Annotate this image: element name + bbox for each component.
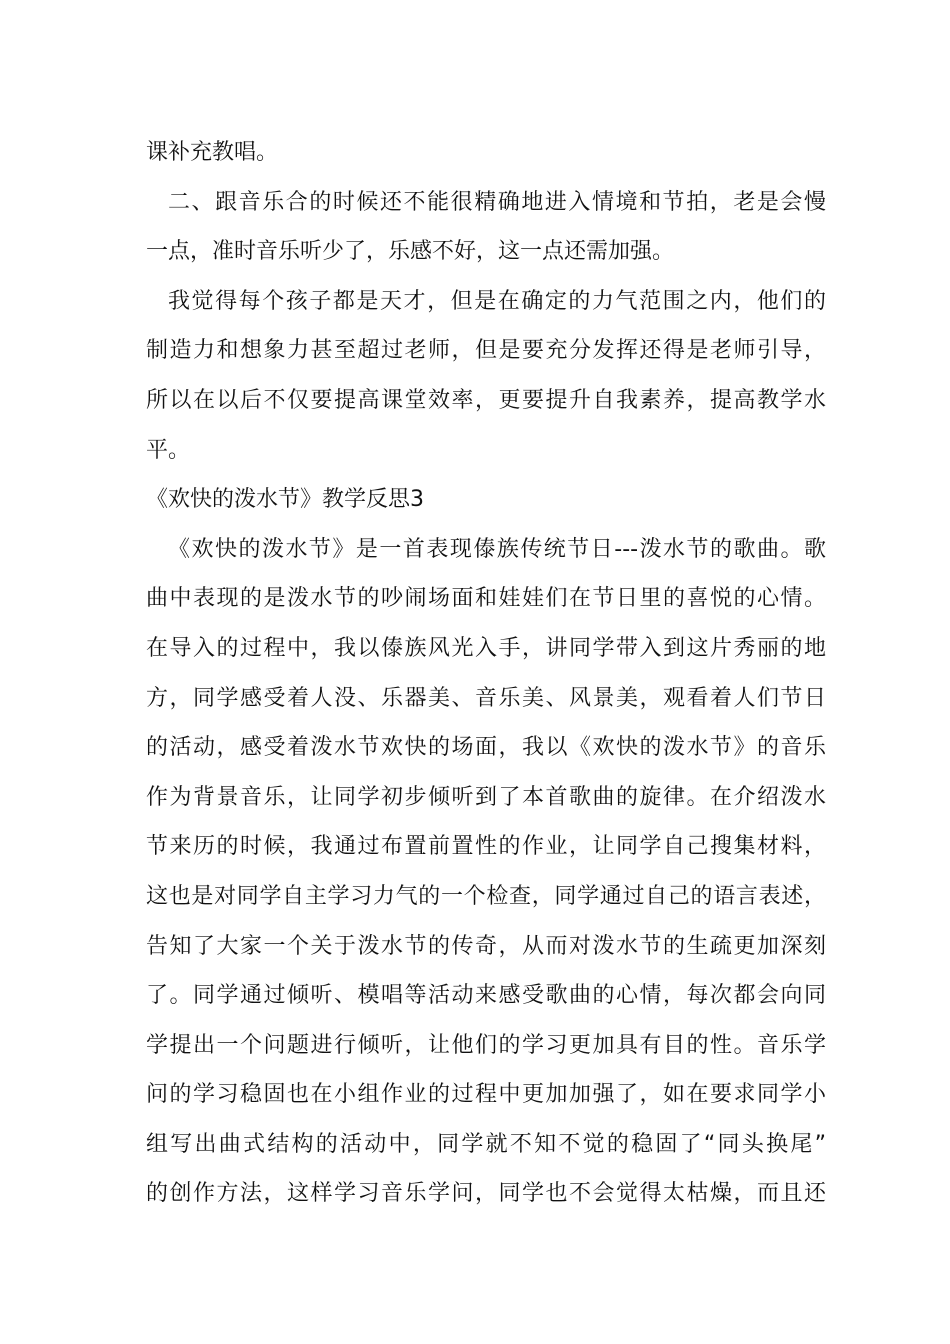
text-line: 二、跟音乐合的时候还不能很精确地进入情境和节拍，老是会慢 [168,189,826,215]
text-line: 《欢快的泼水节》教学反思3 [146,487,424,513]
text-line: 一点，准时音乐听少了，乐感不好，这一点还需加强。 [146,239,675,265]
text-line: 告知了大家一个关于泼水节的传奇，从而对泼水节的生疏更加深刻 [146,933,826,959]
text-line: 问的学习稳固也在小组作业的过程中更加加强了，如在要求同学小 [146,1082,826,1108]
text-line: 平。 [146,437,191,463]
text-line: 课补充教唱。 [146,140,279,165]
text-line: 制造力和想象力甚至超过老师，但是要充分发挥还得是老师引导， [146,338,826,364]
text-line: 这也是对同学自主学习力气的一个检查，同学通过自己的语言表述， [146,883,826,909]
text-line: 作为背景音乐，让同学初步倾听到了本首歌曲的旋律。在介绍泼水 [146,784,826,810]
text-line: 的创作方法，这样学习音乐学问，同学也不会觉得太枯燥，而且还 [146,1181,826,1207]
text-line: 方，同学感受着人没、乐器美、音乐美、风景美，观看着人们节日 [146,685,826,711]
text-line: 组写出曲式结构的活动中，同学就不知不觉的稳固了“同头换尾” [146,1131,826,1157]
text-line: 的活动，感受着泼水节欢快的场面，我以《欢快的泼水节》的音乐 [146,735,826,761]
text-line: 在导入的过程中，我以傣族风光入手，讲同学带入到这片秀丽的地 [146,635,826,661]
document-body [146,128,826,1219]
text-line: 节来历的时候，我通过布置前置性的作业，让同学自己搜集材料， [146,834,826,860]
text-line: 《欢快的泼水节》是一首表现傣族传统节日---泼水节的歌曲。歌 [168,536,826,562]
text-line: 所以在以后不仅要提高课堂效率，更要提升自我素养，提高教学水 [146,387,826,413]
text-line: 了。同学通过倾听、模唱等活动来感受歌曲的心情，每次都会向同 [146,983,826,1009]
text-line: 我觉得每个孩子都是天才，但是在确定的力气范围之内，他们的 [168,288,826,314]
text-line: 学提出一个问题进行倾听，让他们的学习更加具有目的性。音乐学 [146,1032,826,1058]
text-line: 曲中表现的是泼水节的吵闹场面和娃娃们在节日里的喜悦的心情。 [146,586,826,612]
